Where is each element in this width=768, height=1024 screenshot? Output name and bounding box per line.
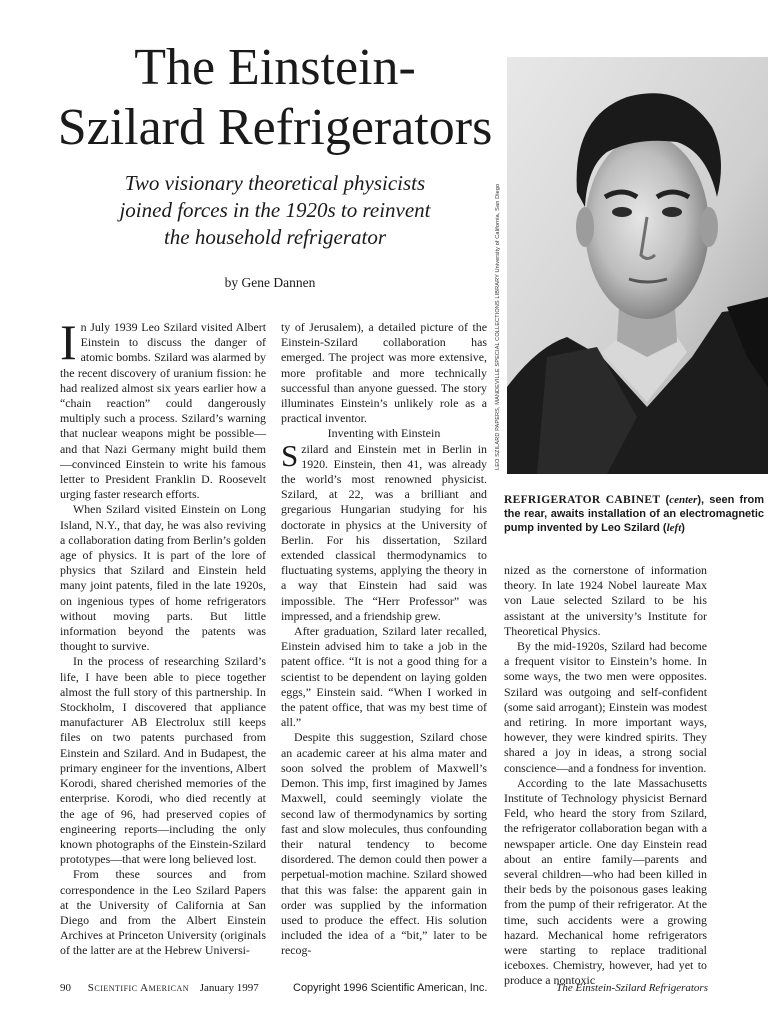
paragraph: From these sources and from correspondence in the Leo Szilard Papers at the University of California at San Diego and from the Albert Einstein Archives at Princeton University (originals of the latter are at the Hebrew Universi-: [60, 867, 266, 958]
photo-caption: REFRIGERATOR CABINET (center), seen from the rear, awaits installation of an electromagnetic pump invented by Leo Szilard (left): [504, 494, 764, 534]
paragraph: After graduation, Szilard later recalled, Einstein advised him to take a job in the patent office. “It is not a good thing for a scientist to be dependent on laying golden eggs,” Einstein said. “When I worked in the patent office, that was my best time of all.”: [281, 624, 487, 730]
paragraph: nized as the cornerstone of information theory. In late 1924 Nobel laureate Max von Laue selected Szilard to be his assistant at the university’s Institute for Theoretical Physics.: [504, 563, 707, 638]
subtitle-line-2: joined forces in the 1920s to reinvent: [119, 198, 431, 222]
page-footer-left: [60, 982, 259, 994]
subtitle-line-3: the household refrigerator: [163, 225, 387, 249]
title-line-2: Szilard Refrigerators: [57, 99, 493, 156]
copyright-notice: Copyright 1996 Scientific American, Inc.: [293, 982, 488, 994]
caption-paren-center: center: [669, 494, 698, 506]
paragraph: By the mid-1920s, Szilard had become a frequent visitor to Einstein’s home. In some ways, the two men were opposites. Szilard was outgoing and self-confident (some said arrogant); Einstein was modest and retiring. In more important ways, however, they were kindred spirits. They shared a joy in ideas, a strong social conscience—and a fondness for invention.: [504, 639, 707, 775]
magazine-name: Scientific American: [87, 982, 190, 994]
running-title: The Einstein-Szilard Refrigerators: [556, 982, 708, 994]
drop-cap: S: [281, 437, 299, 473]
body-column-2: [281, 320, 487, 959]
drop-cap: I: [60, 314, 77, 370]
paragraph-text: zilard and Einstein met in Berlin in 1920. Einstein, then 41, was already the world’s most renowned physicist. Szilard, at 22, was a brilliant and gregarious Hungarian studying for his doctorate in physics at the University of Berlin. For his dissertation, Szilard extended classical thermodynamics to fluctuating systems, applying the theory in a way that Einstein had said was impossible. The “Herr Professor” was impressed, and a friendship grew.: [281, 441, 487, 623]
photo-credit-text: LEO SZILARD PAPERS, MANDEVILLE SPECIAL COLLECTIONS LIBRARY University of California, San Diego: [495, 183, 501, 470]
paragraph: Despite this suggestion, Szilard chose an academic career at his alma mater and soon solved the problem of Maxwell’s Demon. This imp, first imagined by James Maxwell, could seemingly violate the second law of thermodynamics by sorting fast and slow molecules, thus confounding their natural tendency to become disordered. The demon could then power a perpetual-motion machine. Szilard showed that this was false: the apparent gain in order was supplied by the information used to produce the effect. His solution included the idea of a “bit,” later to be recog-: [281, 730, 487, 958]
caption-lead: REFRIGERATOR CABINET: [504, 494, 661, 506]
paragraph: ty of Jerusalem), a detailed picture of the Einstein-Szilard collaboration has emerged. The project was more extensive, more profitable and more technically successful than anyone guessed. The story illuminates Einstein’s unlikely role as a practical inventor.: [281, 320, 487, 426]
caption-paren-left: left: [666, 522, 682, 534]
body-column-1: [60, 314, 266, 959]
byline: by Gene Dannen: [224, 275, 316, 290]
paragraph: [281, 437, 487, 624]
paragraph: According to the late Massachusetts Institute of Technology physicist Bernard Feld, who heard the story from Szilard, the refrigerator collaboration began with a newspaper article. One day Einstein read about an entire family—parents and several children—who had been killed in their beds by the poisonous gases leaking from the pump of their refrigerator. At the time, such accidents were a growing hazard. Mechanical home refrigerators were starting to replace traditional iceboxes. Chemistry, however, had yet to produce a nontoxic: [504, 775, 707, 988]
article-title: [40, 38, 510, 158]
photo-credit: [483, 180, 513, 470]
subtitle-line-1: Two visionary theoretical physicists: [124, 171, 426, 195]
paragraph: [60, 314, 266, 502]
paragraph: When Szilard visited Einstein on Long Island, N.Y., that day, he was also reviving a collaboration dating from Berlin’s golden age of physics. It is part of the lore of physics that Szilard and Einstein held many joint patents, filed in the late 1920s, on ingenious types of home refrigerators without moving parts. But little information beyond the patents was thought to survive.: [60, 502, 266, 654]
caption-text: , seen from the rear, awaits installation of an electromagnetic pump invented by Leo Szilard: [504, 494, 764, 534]
section-heading: Inventing with Einstein: [327, 426, 441, 441]
portrait-photo: [507, 57, 768, 474]
title-line-1: The Einstein-: [134, 39, 416, 96]
issue-date: January 1997: [199, 982, 259, 994]
paragraph-text: n July 1939 Leo Szilard visited Albert Einstein to discuss the danger of atomic bombs. Szilard was alarmed by the recent discovery of uranium fission: he had realized almost six years earlier how a “chain reaction” could dangerously multiply such a process. Szilard’s warning that nuclear weapons might be possible—and that Nazi Germany might build them—convinced Einstein to write his famous letter to President Franklin D. Roosevelt urging faster research efforts.: [60, 320, 266, 502]
body-column-3: [504, 563, 707, 989]
article-subtitle: [90, 170, 460, 251]
page-number: 90: [60, 982, 71, 994]
paragraph: In the process of researching Szilard’s life, I have been able to piece together almost the full story of this partnership. In Stockholm, I discovered that appliance manufacturer AB Electrolux still keeps files on two patents purchased from Einstein and Szilard. And in Budapest, the primary engineer for the inventions, Albert Korodi, shared cherished memories of the enterprise. Korodi, who died recently at the age of 96, had preserved copies of engineering reports—including the only known photographs of the Einstein-Szilard prototypes—that were long believed lost.: [60, 654, 266, 867]
